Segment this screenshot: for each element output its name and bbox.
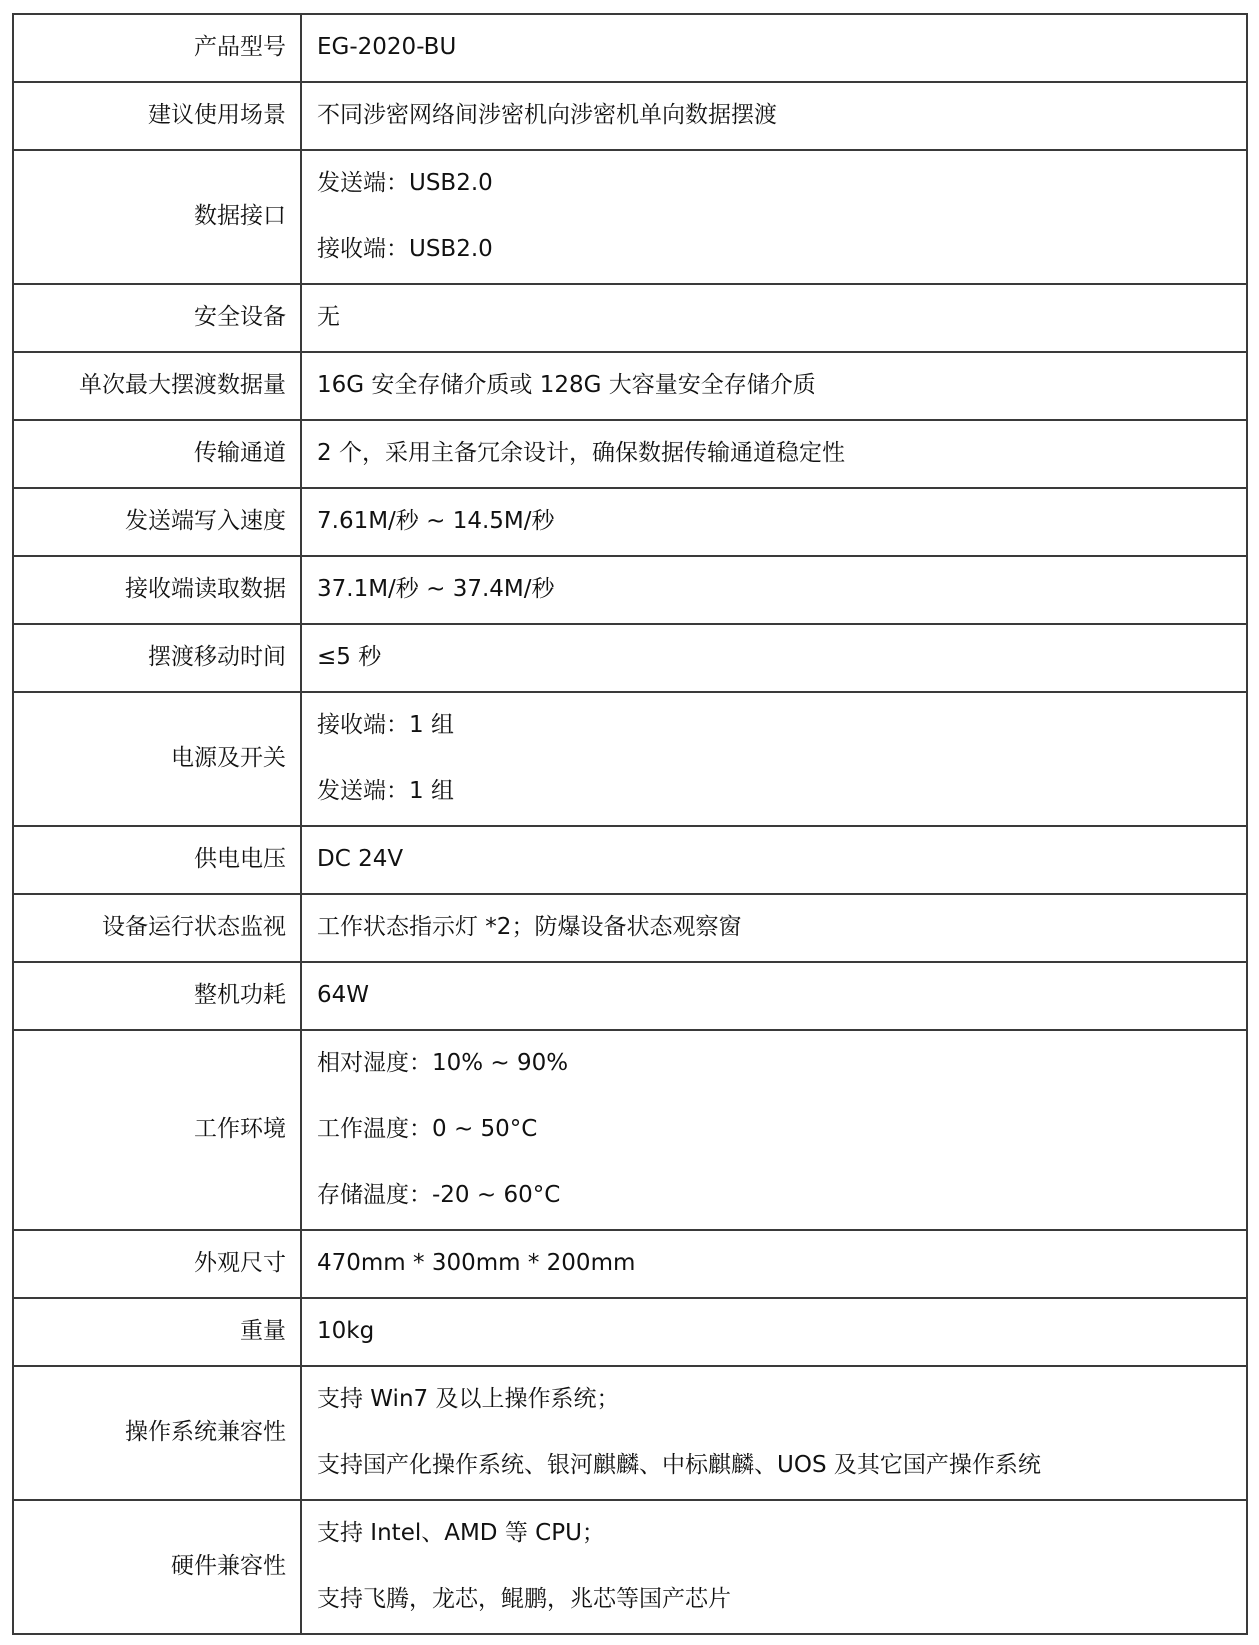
spec-label: 单次最大摆渡数据量 (13, 352, 301, 420)
spec-label: 安全设备 (13, 284, 301, 352)
table-row (13, 488, 1247, 556)
spec-value (301, 692, 1247, 826)
table-row (13, 556, 1247, 624)
table-row (13, 826, 1247, 894)
spec-label: 供电电压 (13, 826, 301, 894)
table-row (13, 352, 1247, 420)
spec-value-line: 支持 Win7 及以上操作系统； (317, 1386, 620, 1413)
spec-value (301, 420, 1247, 488)
spec-table-body (13, 14, 1247, 1634)
spec-value-line: 不同涉密网络间涉密机向涉密机单向数据摆渡 (317, 102, 777, 129)
table-row (13, 1500, 1247, 1634)
table-row (13, 692, 1247, 826)
spec-value (301, 556, 1247, 624)
spec-value (301, 1030, 1247, 1230)
spec-value (301, 150, 1247, 284)
table-row (13, 150, 1247, 284)
table-row (13, 1298, 1247, 1366)
spec-value-line: 工作状态指示灯 *2；防爆设备状态观察窗 (317, 914, 742, 941)
spec-value-line: 2 个，采用主备冗余设计，确保数据传输通道稳定性 (317, 440, 845, 467)
spec-value (301, 82, 1247, 150)
spec-label: 建议使用场景 (13, 82, 301, 150)
spec-value-line: 16G 安全存储介质或 128G 大容量安全存储介质 (317, 372, 816, 399)
spec-value-line: 37.1M/秒 ~ 37.4M/秒 (317, 576, 555, 603)
spec-label: 工作环境 (13, 1030, 301, 1230)
spec-label: 数据接口 (13, 150, 301, 284)
spec-label: 产品型号 (13, 14, 301, 82)
spec-value-line: ≤5 秒 (317, 644, 382, 671)
spec-value (301, 1298, 1247, 1366)
table-row (13, 284, 1247, 352)
spec-value-line: 470mm * 300mm * 200mm (317, 1250, 636, 1277)
spec-value (301, 962, 1247, 1030)
spec-label: 重量 (13, 1298, 301, 1366)
spec-label: 硬件兼容性 (13, 1500, 301, 1634)
spec-value-line: 工作温度：0 ~ 50°C (317, 1116, 538, 1143)
spec-value-line: 支持 Intel、AMD 等 CPU； (317, 1520, 605, 1547)
spec-value (301, 1366, 1247, 1500)
spec-value-line: 支持飞腾，龙芯，鲲鹏，兆芯等国产芯片 (317, 1586, 731, 1613)
spec-value (301, 1230, 1247, 1298)
spec-table (12, 13, 1248, 1635)
table-row (13, 624, 1247, 692)
spec-label: 设备运行状态监视 (13, 894, 301, 962)
spec-value-line: 64W (317, 982, 370, 1009)
spec-value-line: 发送端：USB2.0 (317, 170, 493, 197)
spec-value-line: EG-2020-BU (317, 34, 457, 61)
table-row (13, 1366, 1247, 1500)
spec-label: 摆渡移动时间 (13, 624, 301, 692)
spec-label: 外观尺寸 (13, 1230, 301, 1298)
table-row (13, 14, 1247, 82)
spec-value (301, 14, 1247, 82)
spec-value (301, 488, 1247, 556)
spec-value-line: 支持国产化操作系统、银河麒麟、中标麒麟、UOS 及其它国产操作系统 (317, 1452, 1041, 1479)
spec-value-line: 接收端：1 组 (317, 712, 454, 739)
spec-label: 整机功耗 (13, 962, 301, 1030)
spec-value-line: 7.61M/秒 ~ 14.5M/秒 (317, 508, 555, 535)
table-row (13, 420, 1247, 488)
spec-value-line: 接收端：USB2.0 (317, 236, 493, 263)
spec-value (301, 284, 1247, 352)
table-row (13, 1230, 1247, 1298)
spec-label: 发送端写入速度 (13, 488, 301, 556)
spec-label: 电源及开关 (13, 692, 301, 826)
spec-value-line: 存储温度：-20 ~ 60°C (317, 1182, 561, 1209)
spec-value-line: DC 24V (317, 846, 404, 873)
spec-label: 操作系统兼容性 (13, 1366, 301, 1500)
spec-label: 接收端读取数据 (13, 556, 301, 624)
spec-value (301, 624, 1247, 692)
spec-label: 传输通道 (13, 420, 301, 488)
spec-value (301, 894, 1247, 962)
spec-value (301, 352, 1247, 420)
table-row (13, 82, 1247, 150)
spec-value (301, 1500, 1247, 1634)
spec-value-line: 无 (317, 304, 340, 331)
spec-value (301, 826, 1247, 894)
table-row (13, 1030, 1247, 1230)
table-row (13, 962, 1247, 1030)
table-row (13, 894, 1247, 962)
spec-value-line: 发送端：1 组 (317, 778, 454, 805)
spec-value-line: 10kg (317, 1318, 375, 1345)
spec-value-line: 相对湿度：10% ~ 90% (317, 1050, 569, 1077)
